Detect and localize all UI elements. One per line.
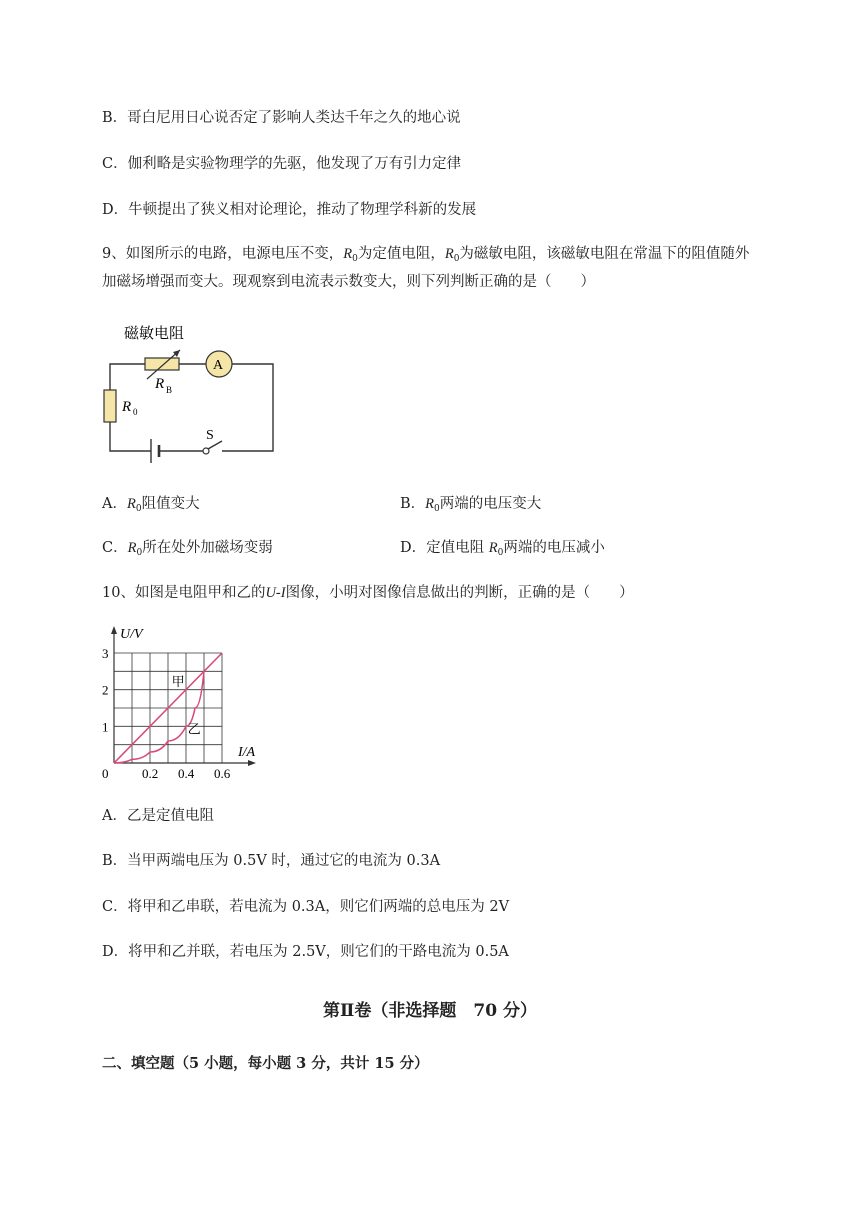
x-tick-label: 0.2 — [142, 766, 159, 781]
svg-text:0: 0 — [133, 407, 138, 417]
svg-text:R: R — [155, 376, 165, 392]
x-tick-label: 0.4 — [178, 766, 195, 781]
part2-title: 第Ⅱ卷（非选择题 70 分） — [323, 1001, 537, 1021]
svg-text:S: S — [206, 428, 214, 443]
y-tick-label: 1 — [102, 719, 109, 735]
label-magnetoresistor: 磁敏电阻 — [124, 326, 185, 342]
q8-option-c: C．伽利略是实验物理学的先驱，他发现了万有引力定律 — [102, 156, 462, 172]
resistor-r0 — [104, 390, 116, 422]
q10-option-b: B．当甲两端电压为 0.5V 时，通过它的电流为 0.3A — [102, 853, 441, 869]
x-tick-label: 0 — [102, 766, 109, 781]
q9-stem-line1: 9、如图所示的电路，电源电压不变，$R_0$为定值电阻，$R_0$为磁敏电阻，该磁敏电阻在常温下的阻值随外 — [102, 246, 750, 264]
q10-option-d: D．将甲和乙并联，若电压为 2.5V，则它们的干路电流为 0.5A — [102, 944, 509, 960]
q9-option-a: A．$R_0$阻值变大 — [102, 496, 200, 514]
x-axis-arrow-icon — [248, 760, 256, 766]
q9-stem-line2: 加磁场增强而变大。现观察到电流表示数变大，则下列判断正确的是（ ） — [102, 274, 595, 290]
y-tick-label: 3 — [102, 646, 109, 661]
x-axis-label: I/A — [238, 745, 256, 760]
svg-text:B: B — [166, 385, 173, 395]
q8-option-d: D．牛顿提出了狭义相对论理论，推动了物理学科新的发展 — [102, 202, 477, 218]
resistor-rb — [145, 358, 179, 370]
x-tick-label: 0.6 — [214, 766, 231, 781]
q10-option-a: A．乙是定值电阻 — [102, 808, 214, 824]
y-axis-label: U/V — [120, 627, 143, 642]
ui-graph — [96, 620, 268, 782]
section-fill-in-title: 二、填空题（5 小题，每小题 3 分，共计 15 分） — [102, 1055, 429, 1072]
q9-option-d: D．定值电阻 $R_0$两端的电压减小 — [400, 540, 605, 558]
series-label-yi: 乙 — [187, 721, 201, 737]
circuit-diagram — [100, 318, 290, 468]
svg-text:R: R — [122, 399, 132, 415]
y-axis-arrow-icon — [111, 626, 117, 634]
q10-option-c: C．将甲和乙串联，若电流为 0.3A，则它们两端的总电压为 2V — [102, 899, 510, 915]
q9-option-b: B．$R_0$两端的电压变大 — [400, 496, 542, 514]
q10-stem: 10、如图是电阻甲和乙的U-I图像，小明对图像信息做出的判断，正确的是（ ） — [102, 585, 634, 601]
q9-option-c: C．$R_0$所在处外加磁场变弱 — [102, 540, 273, 558]
series-label-jia: 甲 — [171, 674, 185, 689]
q8-option-b: B．哥白尼用日心说否定了影响人类达千年之久的地心说 — [102, 110, 461, 126]
svg-text:A: A — [213, 358, 224, 373]
y-tick-label: 2 — [102, 682, 109, 698]
